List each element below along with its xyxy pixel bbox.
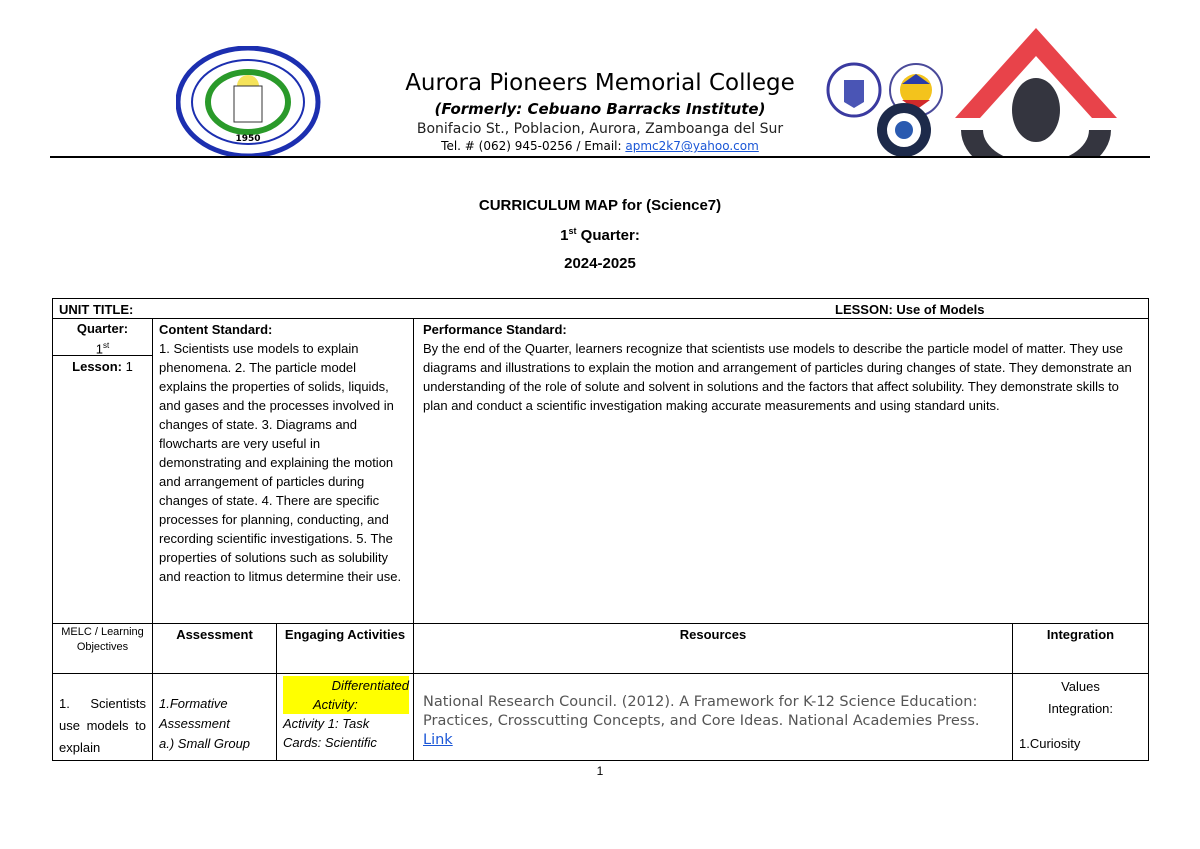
activity-text: Activity 1: Task Cards: Scientific bbox=[283, 716, 377, 750]
melc-cell: 1. Scientists use models to explain bbox=[52, 673, 153, 761]
college-address: Bonifacio St., Poblacion, Aurora, Zamboanga del Sur bbox=[416, 121, 784, 137]
email-link[interactable]: apmc2k7@yahoo.com bbox=[625, 139, 759, 153]
svg-text:1950: 1950 bbox=[235, 134, 261, 144]
differentiated-activity-label: Differentiated Activity: bbox=[283, 676, 409, 714]
content-standard-label: Content Standard: bbox=[159, 322, 273, 337]
content-standard-cell bbox=[152, 318, 414, 624]
column-header-activities: Engaging Activities bbox=[276, 623, 414, 674]
assessment-cell bbox=[152, 673, 277, 761]
column-header-melc: MELC / Learning Objectives bbox=[52, 623, 153, 674]
unit-title-row bbox=[52, 298, 1149, 319]
resource-link[interactable]: Link bbox=[423, 732, 453, 748]
brand-logo bbox=[955, 28, 1117, 158]
quarter-cell-label: Quarter: bbox=[76, 321, 129, 336]
integration-cell bbox=[1012, 673, 1149, 761]
document-title: CURRICULUM MAP for (Science7) bbox=[478, 197, 722, 214]
partner-logos bbox=[826, 62, 946, 158]
quarter-cell-value: 1 bbox=[95, 341, 103, 356]
performance-standard-label: Performance Standard: bbox=[423, 322, 567, 337]
column-header-integration: Integration bbox=[1012, 623, 1149, 674]
unit-title-label: UNIT TITLE: bbox=[59, 302, 134, 317]
page-number: 1 bbox=[596, 764, 604, 778]
content-standard-text: 1. Scientists use models to explain phenomena. 2. The particle model explains the properties of solids, liquids, and gases and the processes involved in changes of state. 3. Diagrams and flowcharts are very useful in demonstrating and explaining the motion and arrangement of particles during changes of state. 4. There are specific processes for planning, conducting, and recording scientific investigations. 5. The properties of solutions such as solubility and reaction to litmus determine their use. bbox=[159, 341, 402, 584]
resource-citation: National Research Council. (2012). A Framework for K-12 Science Education: Practices, Crosscutting Concepts, and Core Ideas. National Academies Press. bbox=[423, 694, 980, 729]
integration-label: Values Integration: bbox=[1047, 679, 1114, 716]
header-divider bbox=[50, 156, 1150, 158]
document-quarter bbox=[0, 226, 1200, 244]
quarter-suffix: st bbox=[568, 226, 577, 236]
quarter-cell-suffix: st bbox=[103, 341, 110, 350]
integration-item: 1.Curiosity bbox=[1019, 736, 1081, 751]
college-former-name: (Formerly: Cebuano Barracks Institute) bbox=[434, 100, 766, 118]
tel-text: Tel. # (062) 945-0256 / Email: bbox=[441, 139, 626, 153]
college-contact bbox=[340, 139, 860, 153]
activities-cell bbox=[276, 673, 414, 761]
quarter-cell bbox=[52, 318, 153, 356]
column-header-resources: Resources bbox=[413, 623, 1013, 674]
performance-standard-cell bbox=[413, 318, 1149, 624]
performance-standard-text: By the end of the Quarter, learners recognize that scientists use models to describe the particle model of matter. They use diagrams and illustrations to explain the motion and arrangement of particles during changes of state. They demonstrate an understanding of the role of solute and solvent in solutions and the factors that affect solubility. They demonstrate skills to plan and conduct a scientific investigation making accurate measurements and using standard units. bbox=[423, 341, 1132, 413]
lesson-title: LESSON: Use of Models bbox=[835, 302, 985, 317]
college-seal-logo bbox=[176, 46, 321, 158]
quarter-number: 1 bbox=[560, 227, 569, 244]
assessment-item: 1.Formative Assessment bbox=[159, 696, 230, 731]
column-header-assessment: Assessment bbox=[152, 623, 277, 674]
lesson-cell-label: Lesson: bbox=[72, 359, 122, 374]
college-name: Aurora Pioneers Memorial College bbox=[405, 70, 795, 96]
resources-cell bbox=[413, 673, 1013, 761]
lesson-cell-value: 1 bbox=[122, 359, 133, 374]
assessment-subitem: a.) Small Group bbox=[159, 736, 251, 751]
school-year: 2024-2025 bbox=[564, 255, 636, 272]
quarter-label: Quarter: bbox=[576, 227, 640, 244]
lesson-cell bbox=[52, 355, 153, 624]
